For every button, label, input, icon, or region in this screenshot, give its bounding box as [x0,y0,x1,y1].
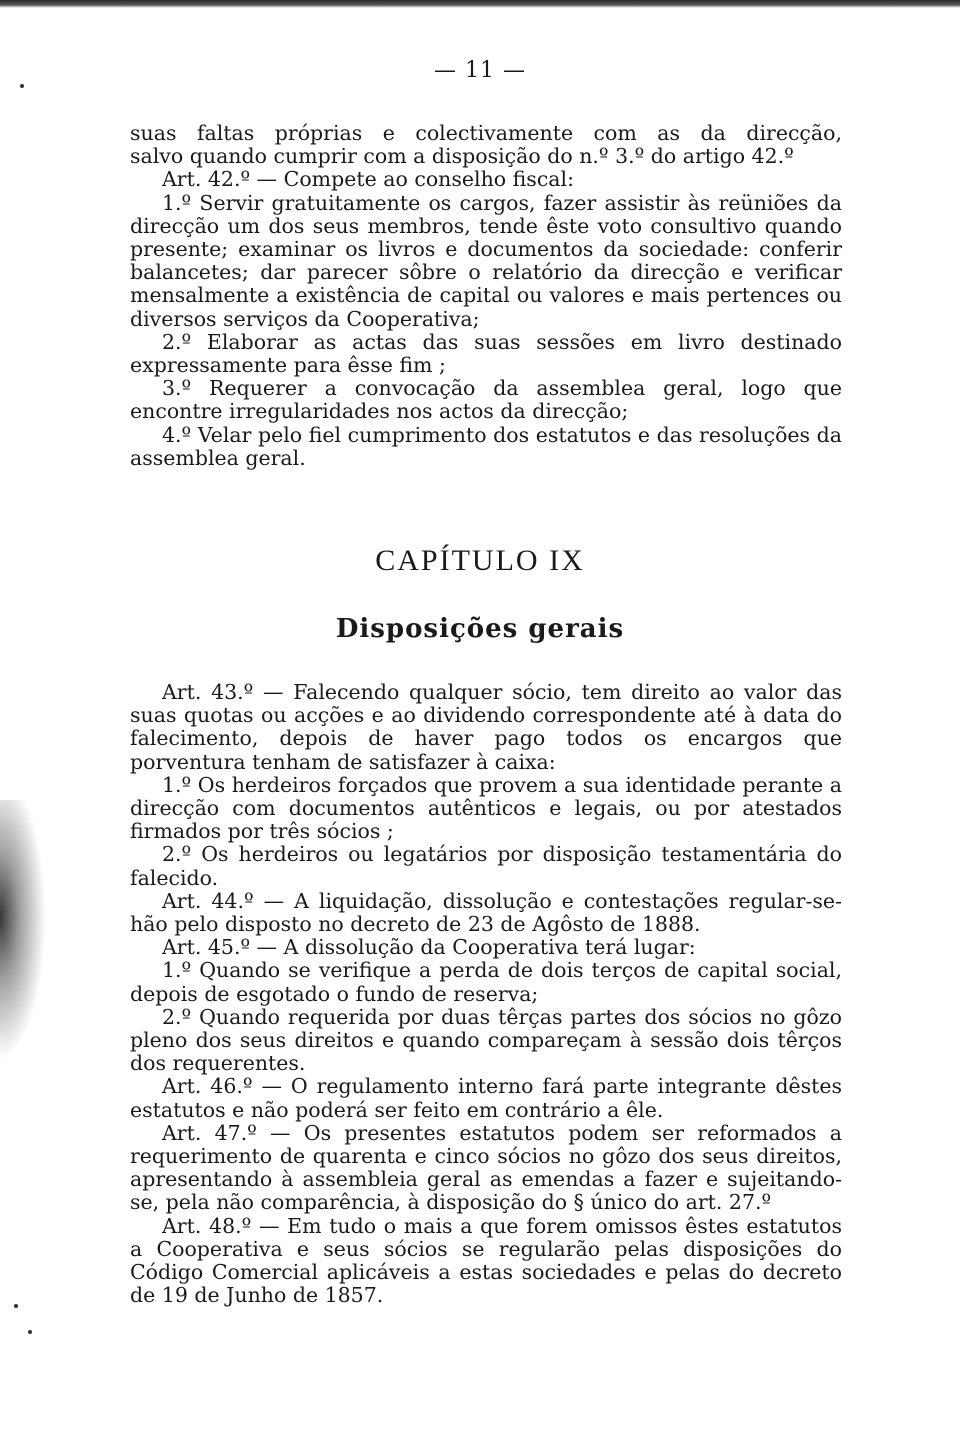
article-42-item-1: 1.º Servir gratuitamente os cargos, fazer assistir às reüniões da direcção um dos seus membros, tende êste voto consultivo quando presente; examinar os livros e documentos da sociedade: conferir balancetes; dar parecer sôbre o relatório da direcção e verificar mensalmente a existência de capital ou valores e mais pertences ou diversos serviços da Cooperativa; [130,190,842,331]
article-42-item-3: 3.º Requerer a convocação da assemblea geral, logo que encontre irregularidades nos actos da direcção; [130,376,842,424]
paragraph-continuation-end: salvo quando cumprir com a disposição do n.º 3.º do artigo 42.º [130,144,794,169]
article-43-item-1: 1.º Os herdeiros forçados que provem a sua identidade perante a direcção com documentos autênticos e legais, ou por atestados firmados por três sócios ; [130,772,842,844]
article-42-heading: Art. 42.º — Compete ao conselho fiscal: [162,167,574,192]
scan-speck [28,1330,32,1334]
bottom-text-block [130,681,842,1307]
scan-top-border [0,0,960,8]
article-44: Art. 44.º — A liquidação, dissolução e contestações regular-se-hão pelo disposto no decreto de 23 de Agôsto de 1888. [130,888,842,937]
article-42-item-2: 2.º Elaborar as actas das suas sessões em livro destinado expressamente para êsse fim ; [130,329,842,378]
article-48: Art. 48.º — Em tudo o mais a que forem omissos êstes estatutos a Cooperativa e seus sócios se regularão pelas disposições do Código Comercial aplicáveis a estas sociedades e pelas do decreto de 19 de Junho de 1857. [130,1213,842,1308]
scan-smudge [0,800,46,1060]
article-42-item-4: 4.º Velar pelo fiel cumprimento dos estatutos e das resoluções da assemblea geral. [130,422,842,470]
section-title: Disposições gerais [335,614,625,644]
scan-speck [20,84,24,88]
top-text-block [130,122,842,470]
scan-speck [14,1304,18,1308]
article-45-item-2: 2.º Quando requerida por duas têrças partes dos sócios no gôzo pleno dos seus direitos e quando compareçam à sessão dois têrços dos requerentes. [130,1004,842,1076]
article-45: Art. 45.º — A dissolução da Cooperativa terá lugar: [162,935,696,960]
paragraph-continuation: suas faltas próprias e colectivamente com as da direcção, [130,121,842,145]
article-47: Art. 47.º — Os presentes estatutos podem ser reformados a requerimento de quarenta e cinco sócios no gôzo dos seus direitos, apresentando à assembleia geral as emendas a fazer e sujeitando-se, pela não comparência, à disposição do § único do art. 27.º [130,1120,842,1215]
chapter-title: CAPÍTULO IX [375,544,585,577]
article-43: Art. 43.º — Falecendo qualquer sócio, tem direito ao valor das suas quotas ou acções e ao dividendo correspondente até à data do falecimento, depois de haver pago todos os encargos que porventura tenham de satisfazer à caixa: [130,680,842,774]
page-number: — 11 — [434,58,526,83]
article-46: Art. 46.º — O regulamento interno fará parte integrante dêstes estatutos e não poderá ser feito em contrário a êle. [130,1074,842,1122]
article-45-item-1: 1.º Quando se verifique a perda de dois terços de capital social, depois de esgotado o fundo de reserva; [130,958,842,1006]
article-43-item-2: 2.º Os herdeiros ou legatários por disposição testamentária do falecido. [130,842,842,890]
